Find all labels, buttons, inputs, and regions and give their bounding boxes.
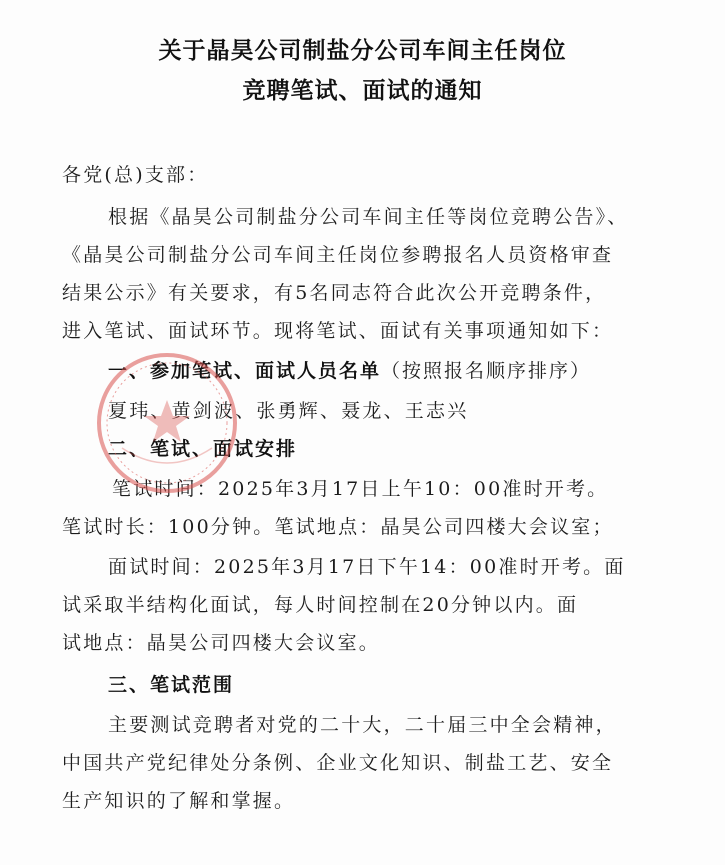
section1-line	[108, 356, 591, 383]
section3-heading: 三、笔试范围	[108, 674, 235, 696]
salutation: 各党(总)支部：	[62, 164, 209, 186]
document-title-line-2: 竞聘笔试、面试的通知	[242, 77, 483, 104]
intro-line-3: 结果公示》有关要求，有5名同志符合此次公开竞聘条件，	[62, 282, 607, 304]
intro-line-1: 根据《晶昊公司制盐分公司车间主任等岗位竞聘公告》、	[108, 206, 629, 228]
intro-line-2: 《晶昊公司制盐分公司车间主任岗位参聘报名人员资格审查	[62, 244, 614, 266]
section3-line-1: 主要测试竞聘者对党的二十大，二十届三中全会精神，	[108, 714, 617, 736]
section3-line-2: 中国共产党纪律处分条例、企业文化知识、制盐工艺、安全	[62, 752, 614, 774]
section2-line-3: 面试时间：2025年3月17日下午14：00准时开考。面	[108, 556, 626, 578]
section2-line-5: 试地点：晶昊公司四楼大会议室。	[62, 632, 381, 654]
section3-line-3: 生产知识的了解和掌握。	[62, 790, 296, 812]
section2-line-1: 笔试时间：2025年3月17日上午10：00准时开考。	[112, 478, 609, 500]
section2-line-2: 笔试时长：100分钟。笔试地点：晶昊公司四楼大会议室；	[62, 516, 614, 538]
section1-heading: 一、参加笔试、面试人员名单	[108, 360, 382, 382]
section2-heading: 二、笔试、面试安排	[108, 438, 298, 460]
candidate-names: 夏玮、黄剑波、张勇辉、聂龙、王志兴	[108, 400, 469, 422]
section1-note: （按照报名顺序排序）	[381, 360, 592, 382]
section2-line-4: 试采取半结构化面试，每人时间控制在20分钟以内。面	[62, 594, 579, 616]
document-title-line-1: 关于晶昊公司制盐分公司车间主任岗位	[158, 37, 567, 64]
intro-line-4: 进入笔试、面试环节。现将笔试、面试有关事项通知如下：	[62, 320, 614, 342]
